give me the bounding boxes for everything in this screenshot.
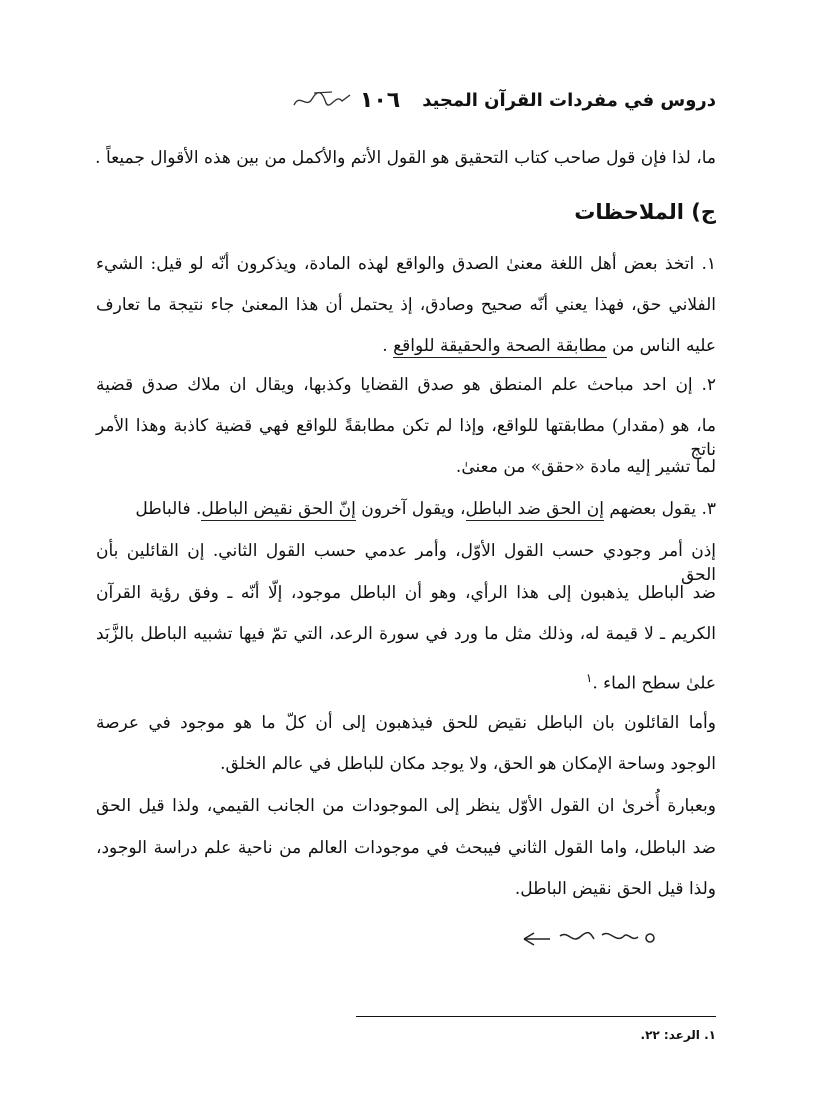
note3-line3: ضد الباطل يذهبون إلى هذا الرأي، وهو أن الباطل موجود، إلّا أنّه ـ وفق رؤية القرآن	[96, 583, 716, 603]
note1-line3	[96, 334, 716, 358]
note3-line1-e: . فالباطل	[135, 499, 202, 519]
handwritten-scribble-icon	[292, 87, 352, 113]
note3-underline-2: إنّ الحق نقيض الباطل	[201, 499, 356, 519]
footnote: ١. الرعد: ٢٢.	[640, 1028, 716, 1042]
footnote-ref: ١	[585, 671, 593, 685]
footnote-rule	[356, 1016, 716, 1017]
note2-line1: ٢. إن احد مباحث علم المنطق هو صدق القضايا وكذبها، ويقال ان ملاك صدق قضية	[96, 375, 716, 395]
note3-underline-1: إن الحق ضد الباطل	[465, 499, 604, 519]
note3-line2: إذن أمر وجودي حسب القول الأوّل، وأمر عدمي حسب القول الثاني. إن القائلين بأن الحق	[96, 541, 716, 585]
note1-line3-end: .	[382, 336, 394, 356]
note3-line1	[96, 497, 716, 521]
handwritten-arrow-icon	[520, 926, 660, 952]
note3-line1-c: ، ويقول آخرون	[355, 499, 466, 519]
page-number: ١٠٦	[359, 87, 401, 113]
book-title: دروس في مفردات القرآن المجيد	[422, 89, 716, 111]
para5-line3: ولذا قيل الحق نقيض الباطل.	[514, 879, 716, 899]
note1-line1: ١. اتخذ بعض أهل اللغة معنىٰ الصدق والواقع لهذه المادة، ويذكرون أنّه لو قيل: الشيء	[96, 254, 716, 274]
note2-line3: لما تشير إليه مادة «حقق» من معنىٰ.	[455, 457, 716, 477]
para5-line2: ضد الباطل، واما القول الثاني فيبحث في موجودات العالم من ناحية علم دراسة الوجود،	[96, 838, 716, 858]
note1-line2: الفلاني حق، فهذا يعني أنّه صحيح وصادق، إذ يحتمل أن هذا المعنىٰ جاء نتيجة ما تعارف	[96, 295, 716, 315]
section-heading: ج) الملاحظات	[574, 200, 716, 224]
note1-line3-start: عليه الناس من	[606, 336, 716, 356]
note3-line1-a: ٣. يقول بعضهم	[603, 499, 716, 519]
para4-line2: الوجود وساحة الإمكان هو الحق، ولا يوجد مكان للباطل في عالم الخلق.	[220, 754, 716, 774]
intro-line: ما، لذا فإن قول صاحب كتاب التحقيق هو القول الأتم والأكمل من بين هذه الأقوال جميعاً .	[95, 148, 716, 168]
para5-line1: وبعبارة أُخرىٰ ان القول الأوّل ينظر إلى الموجودات من الجانب القيمي، ولذا قيل الحق	[96, 796, 716, 816]
note2-line2: ما، هو (مقدار) مطابقتها للواقع، وإذا لم تكن مطابقةً للواقع فهي قضية كاذبة وهذا الأمر ناتج	[96, 416, 716, 460]
para4-line1: وأما القائلون بان الباطل نقيض للحق فيذهبون إلى أن كلّ ما هو موجود في عرصة	[96, 713, 716, 733]
note3-line5	[96, 666, 716, 696]
running-header	[96, 78, 716, 122]
note3-line5-text: علىٰ سطح الماء .	[592, 673, 716, 694]
note3-line4: الكريم ـ لا قيمة له، وذلك مثل ما ورد في سورة الرعد، التي تمّ فيها تشبيه الباطل بالزَّبَد	[96, 624, 716, 644]
note1-underlined-phrase: مطابقة الصحة والحقيقة للواقع	[393, 336, 607, 356]
